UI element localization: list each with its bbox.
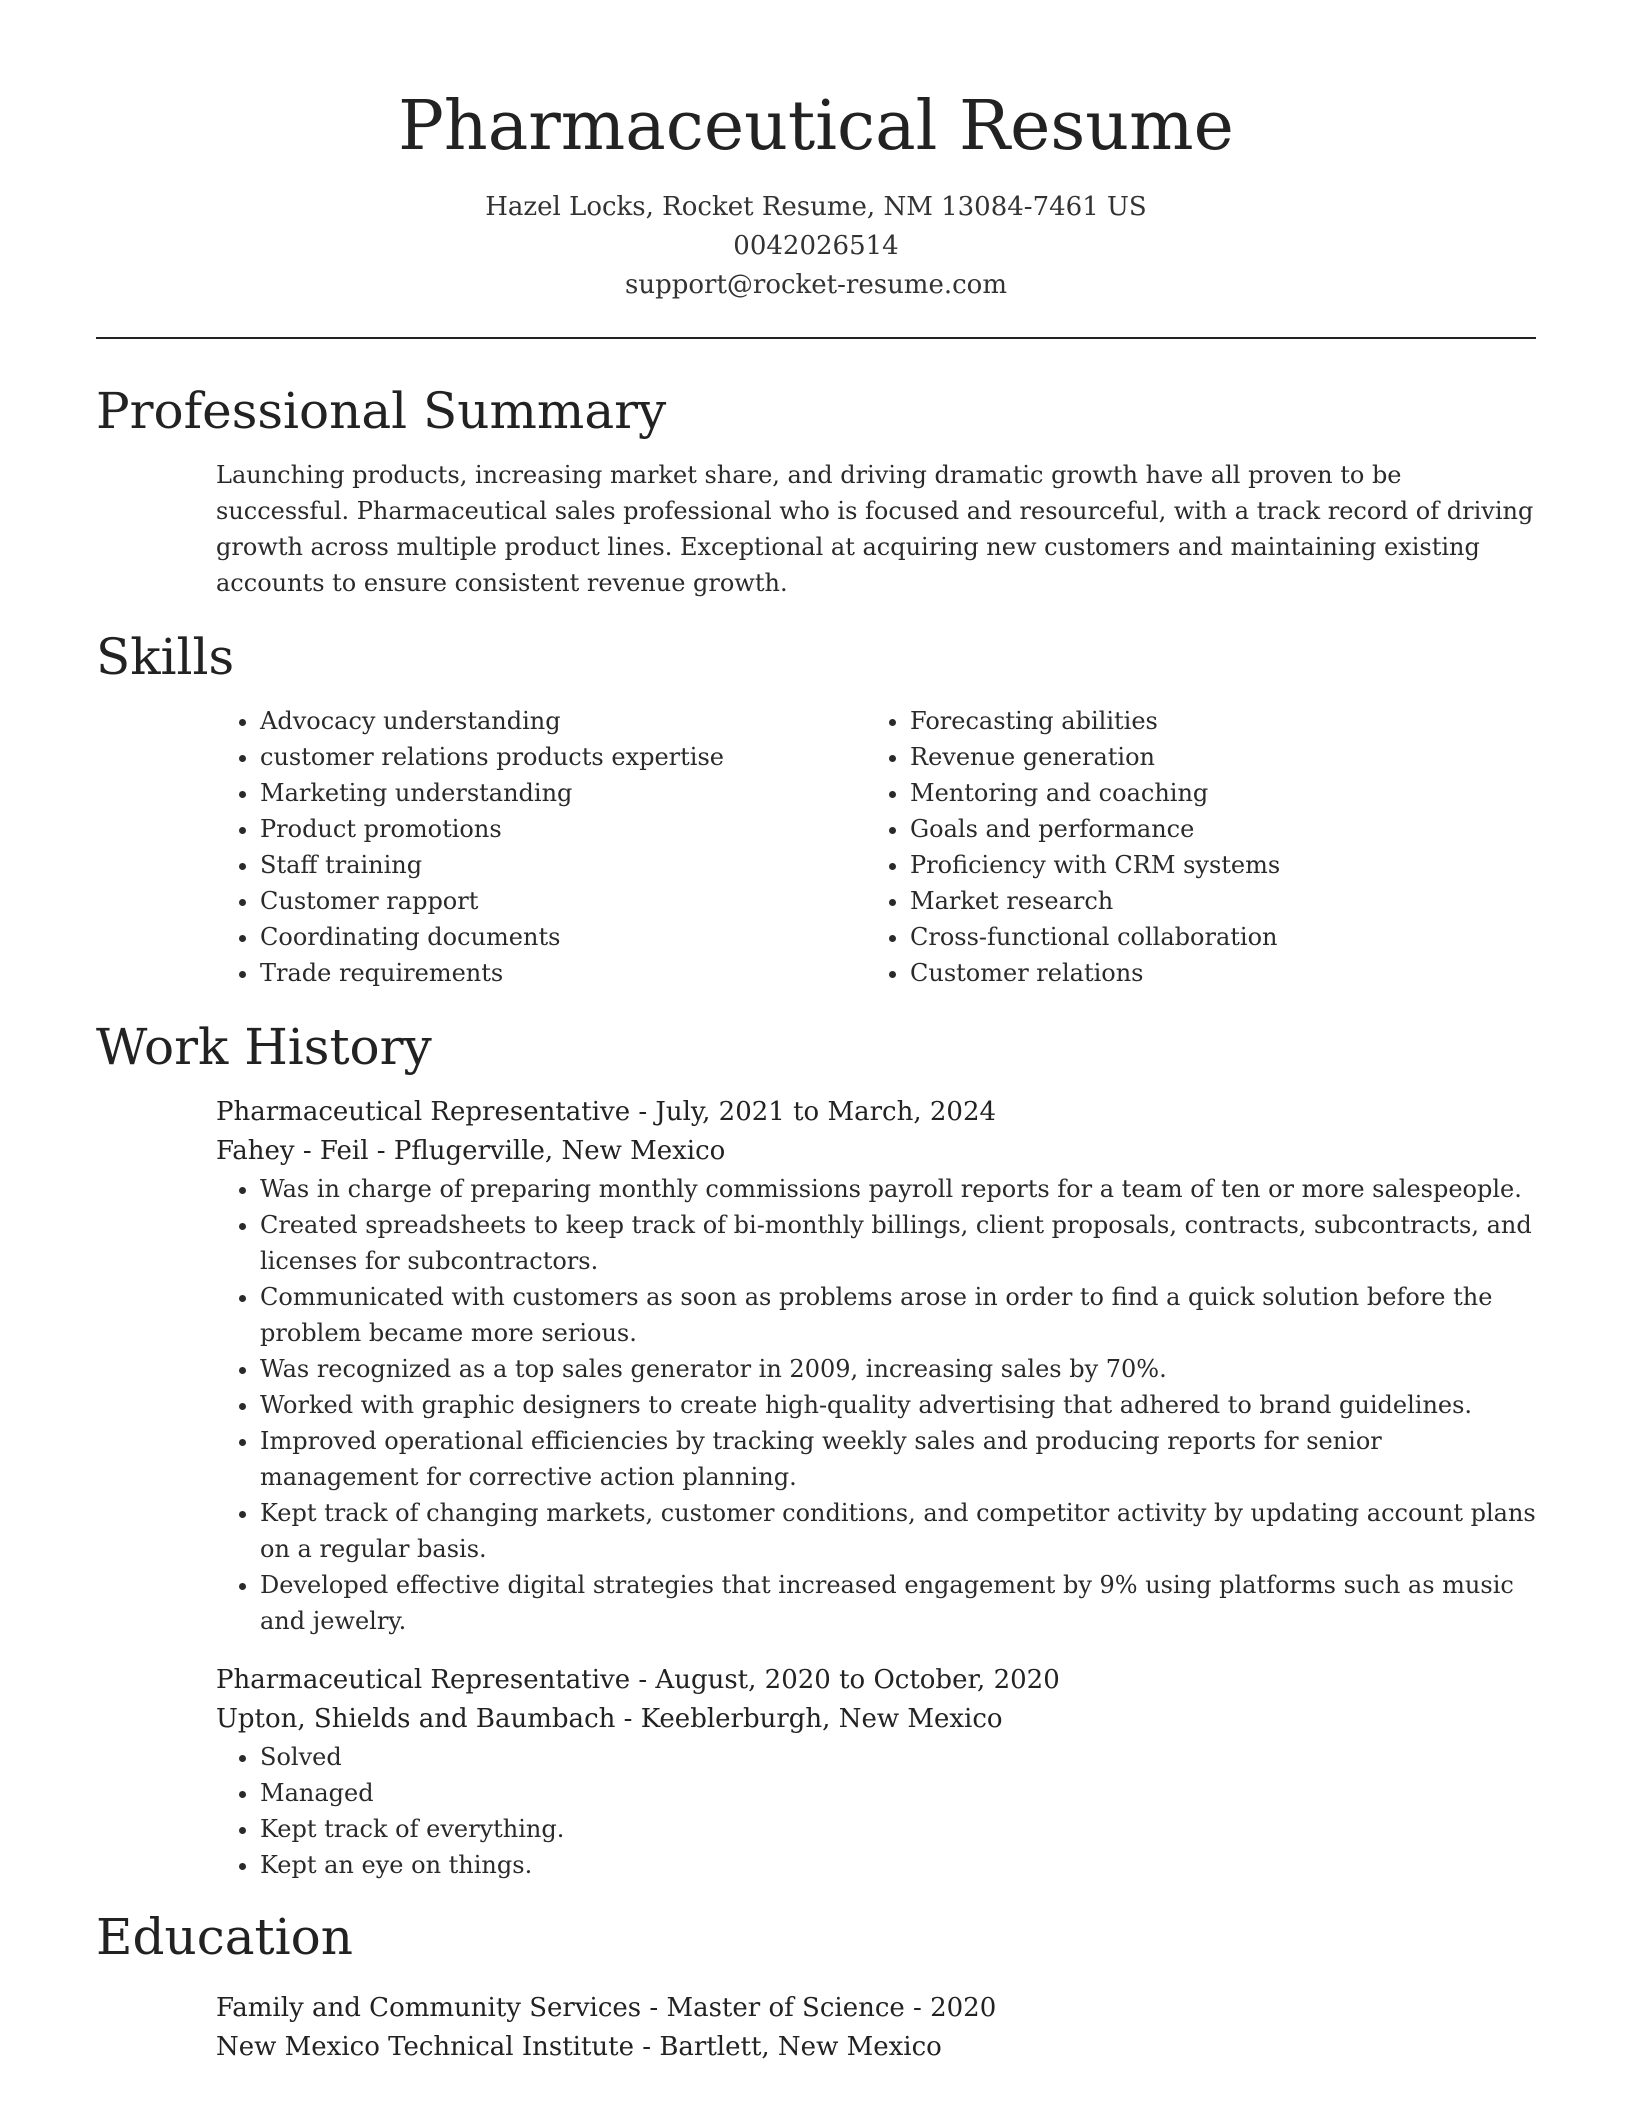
job-company-line	[216, 1700, 1536, 1739]
job-bullet: • Worked with graphic designers to create high-quality advertising that adhered to brand guidelines.	[260, 1387, 1536, 1423]
skills-column-right	[866, 703, 1516, 991]
resume-page	[96, 0, 1536, 2067]
education-school-line	[216, 2028, 1536, 2067]
job-bullet: • Solved	[260, 1739, 1536, 1775]
job-bullet: • Kept an eye on things.	[260, 1847, 1536, 1883]
contact-block	[96, 188, 1536, 305]
skill-item: • customer relations products expertise	[260, 739, 866, 775]
contact-phone: 0042026514	[733, 231, 899, 261]
job-title-line	[216, 1093, 1536, 1132]
work-history-section	[96, 1015, 1536, 1883]
skill-item: • Product promotions	[260, 811, 866, 847]
job-company: Fahey - Feil	[216, 1136, 369, 1166]
education-heading: Education	[96, 1908, 353, 1966]
skill-item: • Proficiency with CRM systems	[910, 847, 1516, 883]
job-bullet: • Developed effective digital strategies that increased engagement by 9% using platforms such as music and jewelry.	[260, 1567, 1536, 1639]
skill-item: • Goals and performance	[910, 811, 1516, 847]
job-bullet: • Improved operational efficiencies by tracking weekly sales and producing reports for senior management for corrective action planning.	[260, 1423, 1536, 1495]
education-degree-line	[216, 1989, 1536, 2028]
job-bullet: • Created spreadsheets to keep track of bi-monthly billings, client proposals, contracts, subcontracts, and licenses for subcontractors.	[260, 1207, 1536, 1279]
resume-header	[96, 0, 1536, 305]
job-location: - Keeblerburgh, New Mexico	[615, 1704, 1003, 1734]
job-bullet: • Was recognized as a top sales generator in 2009, increasing sales by 70%.	[260, 1351, 1536, 1387]
job-bullet-list	[96, 1171, 1536, 1639]
skill-item: • Mentoring and coaching	[910, 775, 1516, 811]
skill-item: • Advocacy understanding	[260, 703, 866, 739]
skill-item: • Marketing understanding	[260, 775, 866, 811]
job-dates: - July, 2021 to March, 2024	[630, 1097, 997, 1127]
job-bullet: • Communicated with customers as soon as problems arose in order to find a quick solution before the problem became more serious.	[260, 1279, 1536, 1351]
skill-item: • Forecasting abilities	[910, 703, 1516, 739]
education-entry	[216, 1989, 1536, 2067]
education-field: Family and Community Services	[216, 1993, 642, 2023]
job-bullet: • Was in charge of preparing monthly commissions payroll reports for a team of ten or more salespeople.	[260, 1171, 1536, 1207]
skill-item: • Customer relations	[910, 955, 1516, 991]
education-year: - 2020	[904, 1993, 997, 2023]
work-history-heading: Work History	[96, 1018, 432, 1076]
contact-address: Hazel Locks, Rocket Resume, NM 13084-7461 US	[485, 192, 1147, 222]
job-bullet: • Kept track of changing markets, customer conditions, and competitor activity by updating account plans on a regular basis.	[260, 1495, 1536, 1567]
job-role: Pharmaceutical Representative	[216, 1097, 631, 1127]
job-location: - Pflugerville, New Mexico	[368, 1136, 726, 1166]
skills-section	[96, 625, 1536, 991]
skill-item: • Market research	[910, 883, 1516, 919]
job-entry	[216, 1661, 1536, 1883]
job-company-line	[216, 1132, 1536, 1171]
summary-section	[96, 379, 1536, 601]
header-divider	[96, 337, 1536, 339]
skill-item: • Revenue generation	[910, 739, 1516, 775]
job-bullet-list	[96, 1739, 1536, 1883]
resume-title: Pharmaceutical Resume	[398, 87, 1234, 166]
education-section	[96, 1905, 1536, 2067]
job-dates: - August, 2020 to October, 2020	[630, 1665, 1060, 1695]
summary-text: Launching products, increasing market share, and driving dramatic growth have all proven to be successful. Pharmaceutical sales professional who is focused and resourceful, with a track record of driving growth across multiple product lines. Exceptional at acquiring new customers and maintaining existing accounts to ensure consistent revenue growth.	[216, 461, 1534, 597]
skill-item: • Trade requirements	[260, 955, 866, 991]
job-entry	[216, 1093, 1536, 1639]
job-bullet: • Managed	[260, 1775, 1536, 1811]
skill-item: • Coordinating documents	[260, 919, 866, 955]
contact-email: support@rocket-resume.com	[624, 270, 1007, 300]
job-role: Pharmaceutical Representative	[216, 1665, 631, 1695]
education-degree: - Master of Science	[641, 1993, 905, 2023]
education-location: - Bartlett, New Mexico	[634, 2032, 942, 2062]
education-school: New Mexico Technical Institute	[216, 2032, 634, 2062]
summary-heading: Professional Summary	[96, 382, 667, 440]
skills-heading: Skills	[96, 628, 235, 686]
skills-column-left	[216, 703, 866, 991]
job-company: Upton, Shields and Baumbach	[216, 1704, 616, 1734]
skill-item: • Cross-functional collaboration	[910, 919, 1516, 955]
job-bullet: • Kept track of everything.	[260, 1811, 1536, 1847]
skill-item: • Staff training	[260, 847, 866, 883]
job-title-line	[216, 1661, 1536, 1700]
skill-item: • Customer rapport	[260, 883, 866, 919]
